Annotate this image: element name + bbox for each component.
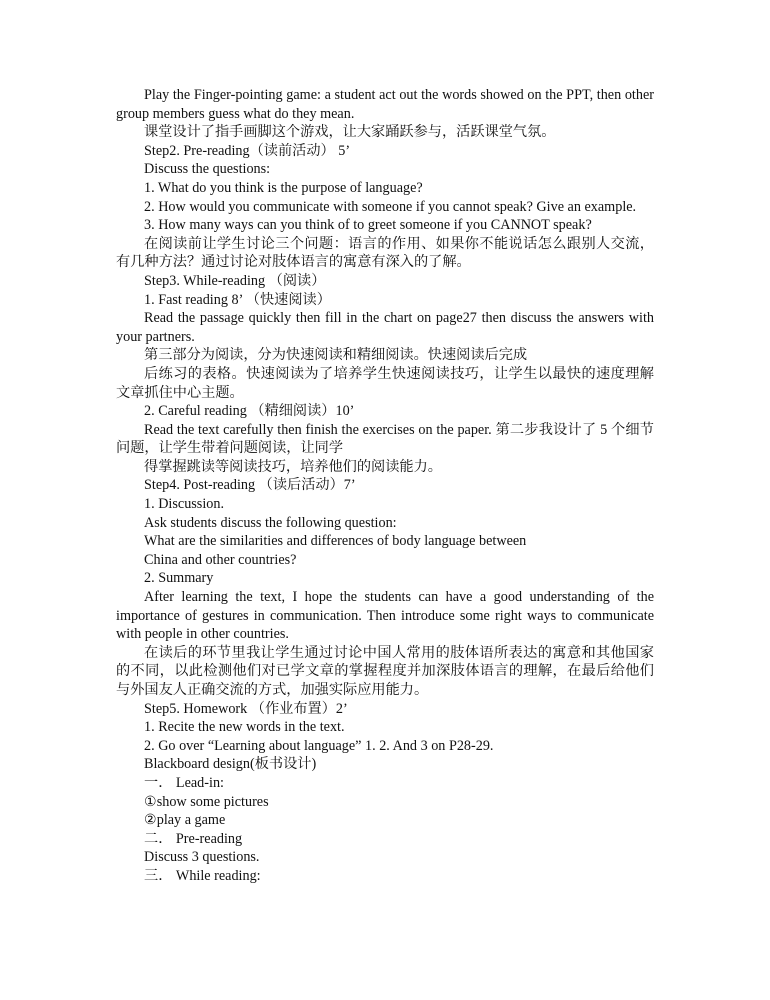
- subheading-summary: 2. Summary: [144, 570, 214, 587]
- question-3: 3. How many ways can you think of to greet someone if you CANNOT speak?: [144, 217, 592, 234]
- paragraph-discussion-task: Ask students discuss the following question:: [144, 514, 397, 531]
- question-2: 2. How would you communicate with someone if you cannot speak? Give an example.: [144, 198, 637, 215]
- paragraph-reading-cn-1: 第三部分为阅读，分为快速阅读和精细阅读。快速阅读后完成: [144, 347, 528, 364]
- paragraph-fast-reading-task: Read the passage quickly then fill in the chart on page27 then discuss the answers with your partners.: [116, 310, 654, 345]
- paragraph-discuss-questions: Discuss the questions:: [144, 161, 271, 178]
- paragraph-pre-reading-cn: 在阅读前让学生讨论三个问题：语言的作用、如果你不能说话怎么跟别人交流，有几种方法？通过讨论对肢体语言的寓意有深入的了解。: [116, 235, 654, 271]
- paragraph-game-instructions: Play the Finger-pointing game: a student act out the words showed on the PPT, then other group members guess what do they mean.: [116, 87, 654, 122]
- paragraph-discussion-question-1: What are the similarities and differences of body language between: [144, 533, 527, 550]
- blackboard-item-discuss: Discuss 3 questions.: [144, 849, 260, 866]
- subheading-discussion: 1. Discussion.: [144, 496, 225, 513]
- paragraph-summary: After learning the text, I hope the students can have a good understanding of the importance of gestures in communication. Then introduce some right ways to communicate with people in other countries.: [116, 589, 654, 643]
- document-page: [116, 86, 654, 886]
- heading-step4-post-reading: Step4. Post-reading （读后活动）7’: [144, 477, 356, 494]
- paragraph-discussion-question-2: China and other countries?: [144, 551, 297, 568]
- subheading-fast-reading: 1. Fast reading 8’ （快速阅读）: [144, 291, 331, 308]
- paragraph-careful-reading-cn: 得掌握跳读等阅读技巧，培养他们的阅读能力。: [144, 458, 442, 475]
- heading-blackboard-design: Blackboard design(板书设计): [144, 756, 317, 773]
- heading-step2-pre-reading: Step2. Pre-reading（读前活动） 5’: [144, 142, 351, 159]
- blackboard-section-2: 二． Pre-reading: [144, 830, 243, 847]
- blackboard-item-show-pictures: ①show some pictures: [144, 793, 269, 810]
- blackboard-section-3: 三． While reading:: [144, 867, 261, 884]
- paragraph-careful-reading-task: Read the text carefully then finish the exercises on the paper. 第二步我设计了 5 个细节问题，让学生带着问题阅读，让同学: [116, 421, 654, 457]
- subheading-careful-reading: 2. Careful reading （精细阅读）10’: [144, 403, 355, 420]
- paragraph-post-reading-cn: 在读后的环节里我让学生通过讨论中国人常用的肢体语所表达的寓意和其他国家的不同，以此检测他们对已学文章的掌握程度并加深肢体语言的理解，在最后给他们与外国友人正确交流的方式，加强实际应用能力。: [116, 644, 654, 698]
- paragraph-game-purpose-cn: 课堂设计了指手画脚这个游戏，让大家踊跃参与，活跃课堂气氛。: [144, 124, 556, 141]
- homework-item-1: 1. Recite the new words in the text.: [144, 719, 345, 736]
- homework-item-2: 2. Go over “Learning about language” 1. 2. And 3 on P28-29.: [144, 737, 494, 754]
- heading-step3-while-reading: Step3. While-reading （阅读）: [144, 272, 326, 289]
- paragraph-reading-cn-2: 后练习的表格。快速阅读为了培养学生快速阅读技巧，让学生以最快的速度理解文章抓住中心主题。: [116, 365, 654, 401]
- blackboard-item-play-game: ②play a game: [144, 812, 226, 829]
- question-1: 1. What do you think is the purpose of language?: [144, 179, 423, 196]
- blackboard-section-1: 一． Lead-in:: [144, 774, 224, 791]
- heading-step5-homework: Step5. Homework （作业布置）2’: [144, 700, 348, 717]
